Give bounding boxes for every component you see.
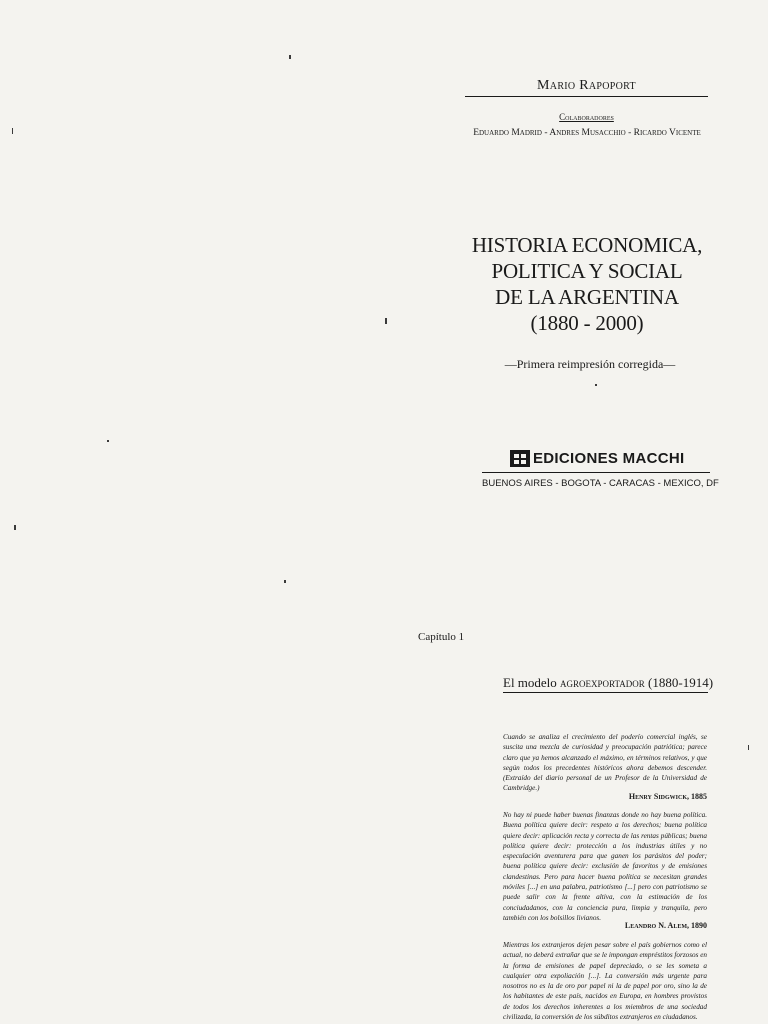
quote-2: No hay ni puede haber buenas finanzas donde no hay buena política. Buena política quiere decir: respeto a los derechos; buena política quiere decir: aplicación recta y correcta de las rentas públicas; buena política quiere decir: protección a los industrias útiles y no especulación aventurera para que ganen los parásitos del poder; buena política quiere decir: exclusión de favoritos y de emisiones clandestinas. Pero para hacer buena política se necesitan grandes móviles [...] en una palabra, patriotismo [...] pero con patriotismo se puede salir con la frente altiva, con la estimación de los conciudadanos, con la conciencia pura, limpia y tranquila, pero también con los bolsillos livianos. bbox=[503, 811, 707, 922]
scan-speck bbox=[385, 318, 387, 324]
publisher-block bbox=[510, 450, 684, 467]
collaborators-names: Eduardo Madrid - Andres Musacchio - Ricardo Vicente bbox=[473, 128, 701, 138]
chapter-label: Capítulo 1 bbox=[418, 631, 465, 643]
scan-speck bbox=[289, 55, 291, 59]
title-line-1: HISTORIA ECONOMICA, bbox=[471, 233, 703, 257]
chapter-title-dates: (1880-1914) bbox=[648, 675, 714, 690]
publisher-rule bbox=[482, 472, 710, 473]
publisher-logo-icon bbox=[510, 450, 530, 467]
scan-speck bbox=[595, 384, 597, 386]
chapter-title-smallcaps: agroexportador bbox=[560, 675, 645, 690]
publisher-name: EDICIONES MACCHI bbox=[533, 450, 685, 467]
scan-speck bbox=[107, 440, 109, 442]
chapter-title-lead: El modelo bbox=[503, 675, 557, 690]
collaborators-label: Colaboradores bbox=[559, 112, 614, 122]
reprint-note: —Primera reimpresión corregida— bbox=[504, 357, 676, 371]
quote-1-attribution: Henry Sidgwick, 1885 bbox=[628, 792, 707, 801]
scan-speck bbox=[14, 525, 16, 530]
title-line-2: POLITICA Y SOCIAL bbox=[491, 259, 683, 283]
title-line-4: (1880 - 2000) bbox=[530, 311, 644, 335]
quote-1: Cuando se analiza el crecimiento del poderío comercial inglés, se suscita una mezcla de curiosidad y preocupación patriótica; parece claro que ya hemos alcanzado el máximo, en términos relativos, y que según todos los precedentes históricos ahora debemos descender. (Extraído del diario personal de un Profesor de la Universidad de Cambridge.) bbox=[503, 733, 707, 793]
book-title bbox=[452, 232, 722, 336]
title-line-3: DE LA ARGENTINA bbox=[495, 285, 679, 309]
scan-speck bbox=[284, 580, 286, 583]
author-name: Mario Rapoport bbox=[537, 78, 636, 93]
publisher-cities: BUENOS AIRES - BOGOTA - CARACAS - MEXICO, DF bbox=[482, 478, 719, 489]
chapter-title bbox=[503, 675, 713, 691]
quote-2-attribution: Leandro N. Alem, 1890 bbox=[624, 921, 707, 930]
scan-speck bbox=[748, 745, 749, 750]
chapter-rule bbox=[503, 692, 708, 693]
author-rule bbox=[465, 96, 708, 97]
scan-speck bbox=[12, 128, 13, 134]
quote-3: Mientras los extranjeros dejen pesar sobre el país gobiernos como el actual, no deberá extrañar que se le impongan empréstitos forzosos en la forma de emisiones de papel depreciado, o se les someta a cualquier otra expoliación [...]. La conversión más urgente para nosotros no es la de oro por papel ni la de papel por oro, sino la de los habitantes de este país, nacidos en Europa, en hombres provistos de todos los derechos inherentes a los miembros de una sociedad civilizada, la conversión de los súbditos extranjeros en ciudadanos. bbox=[503, 941, 707, 1022]
